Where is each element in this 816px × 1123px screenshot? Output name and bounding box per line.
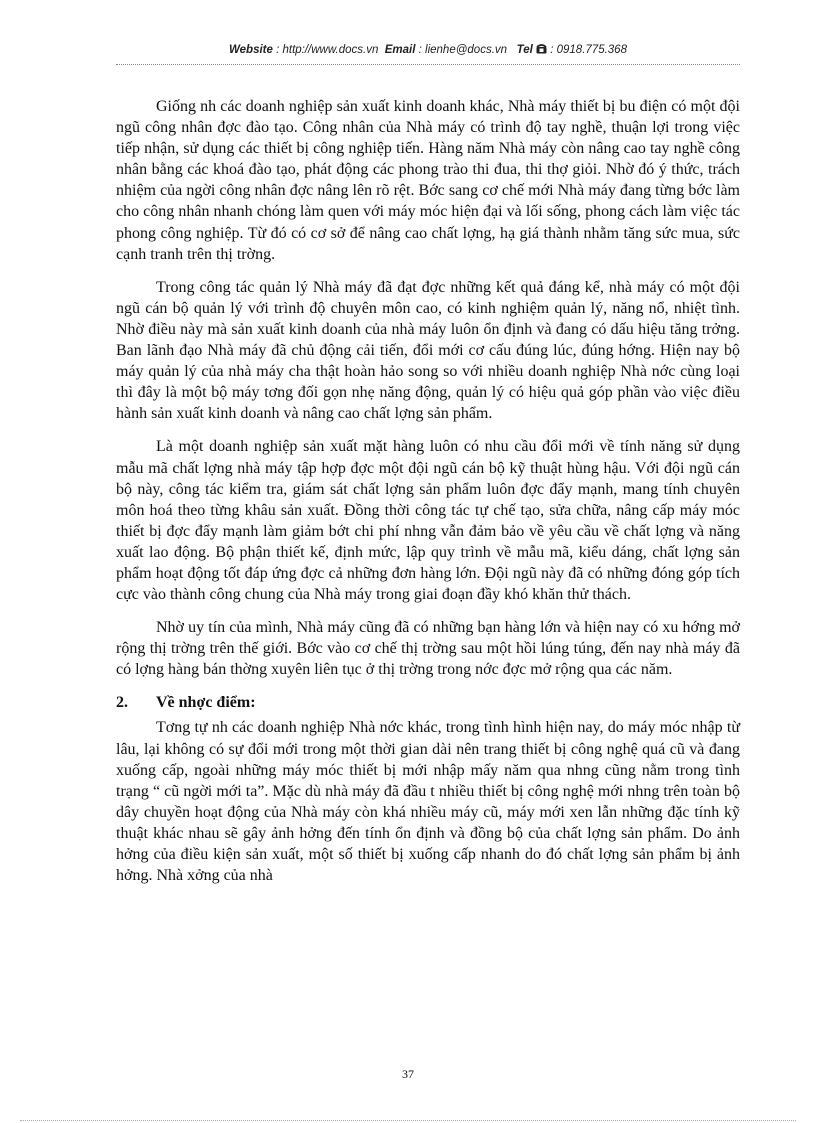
phone-icon [536, 44, 547, 57]
page-number: 37 [402, 1067, 414, 1081]
body-paragraph: Tơng tự nh các doanh nghiệp Nhà nớc khác, trong tình hình hiện nay, do máy móc nhập từ lâu, lại không có sự đổi mới trong một thời gian dài nên trang thiết bị công nghệ quá cũ và đang xuống cấp, ngoài những máy móc thiết bị mới nhập mấy năm qua nhng cũng nằm trong tình trạng “ cũ ngời mới ta”. Mặc dù nhà máy đã đầu t nhiều thiết bị công nghệ mới nhng trên toàn bộ dây chuyền hoạt động của Nhà máy còn khá nhiều máy cũ, máy mới xen lẫn những đặc tính kỹ thuật khác nhau sẽ gây ảnh hởng đến tính ổn định và đồng bộ của chất lợng sản phẩm. Do ảnh hởng của điều kiện sản xuất, một số thiết bị xuống cấp nhanh do đó chất lợng sản phẩm bị ảnh hởng. Nhà xởng của nhà [116, 719, 740, 885]
page-header [116, 44, 740, 64]
section-heading [116, 692, 740, 713]
tel-label: Tel [516, 44, 533, 56]
email-value: : lienhe@docs.vn [418, 44, 508, 56]
section-number: 2. [116, 694, 128, 712]
website-value: : http://www.docs.vn [276, 44, 379, 56]
header-divider [116, 64, 740, 65]
tel-value: : 0918.775.368 [550, 44, 627, 56]
body-paragraph: Giống nh các doanh nghiệp sản xuất kinh doanh khác, Nhà máy thiết bị bu điện có một đội ngũ công nhân đợc đào tạo. Công nhân của Nhà máy có trình độ tay nghề, thuận lợi trong việc tiếp nhận, sử dụng các thiết bị công nghiệp tiến. Hàng năm Nhà máy còn nâng cao tay nghề công nhân bằng các khoá đào tạo, phát động các phong trào thi đua, thi thợ giỏi. Nhờ đó ý thức, trách nhiệm của ngời công nhân đợc nâng lên rõ rệt. Bớc sang cơ chế mới Nhà máy đang từng bớc làm cho công nhân nhanh chóng làm quen với máy móc hiện đại và lối sống, phong cách làm việc tác phong công nghiệp. Từ đó có cơ sở để nâng cao chất lợng, hạ giá thành nhằm tăng sức mua, sức cạnh tranh trên thị trờng. [116, 98, 740, 263]
document-body [116, 96, 740, 898]
section-title: Về nhợc điểm: [156, 694, 256, 712]
footer-divider [20, 1120, 796, 1121]
body-paragraph: Trong công tác quản lý Nhà máy đã đạt đợc những kết quả đáng kể, nhà máy có một đội ngũ cán bộ quản lý với trình độ chuyên môn cao, có kinh nghiệm quản lý, năng nổ, nhiệt tình. Nhờ điều này mà sản xuất kinh doanh của nhà máy luôn ổn định và đang có dấu hiệu tăng trởng. Ban lãnh đạo Nhà máy đã chủ động cải tiến, đổi mới cơ cấu đúng lúc, đúng hớng. Hiện nay bộ máy quản lý của nhà máy cha thật hoàn hảo song so với nhiều doanh nghiệp Nhà nớc cùng loại thì đây là một bộ máy tơng đối gọn nhẹ năng động, quản lý có hiệu quả góp phần vào việc điều hành sản xuất kinh doanh và nâng cao chất lợng sản phẩm. [116, 278, 740, 423]
email-label: Email [384, 44, 416, 56]
body-paragraph: Là một doanh nghiệp sản xuất mặt hàng luôn có nhu cầu đổi mới về tính năng sử dụng mẫu mã chất lợng nhà máy tập hợp đợc một đội ngũ cán bộ kỹ thuật hùng hậu. Với đội ngũ cán bộ này, công tác kiểm tra, giám sát chất lợng sản phẩm luôn đợc đẩy mạnh, mang tính chuyên môn hoá theo từng khâu sản xuất. Đồng thời công tác tự chế tạo, sửa chữa, nâng cấp máy móc thiết bị đợc đẩy mạnh làm giảm bớt chi phí nhng vẫn đảm bảo về yêu cầu về chất lợng và năng xuất lao động. Bộ phận thiết kế, định mức, lập quy trình về mẫu mã, kiểu dáng, chất lợng sản phẩm hoạt động tốt đáp ứng đợc cả những đơn hàng lớn. Đội ngũ này đã có những đóng góp tích cực vào thành công chung của Nhà máy trong giai đoạn đầy khó khăn thử thách. [116, 438, 740, 604]
website-label: Website [229, 44, 273, 56]
body-paragraph: Nhờ uy tín của mình, Nhà máy cũng đã có những bạn hàng lớn và hiện nay có xu hớng mở rộng thị trờng trên thế giới. Bớc vào cơ chế thị trờng sau một hồi lúng túng, đến nay nhà máy đã có lợng hàng bán thờng xuyên liên tục ở thị trờng trong nớc đợc mở rộng qua các năm. [116, 619, 740, 679]
